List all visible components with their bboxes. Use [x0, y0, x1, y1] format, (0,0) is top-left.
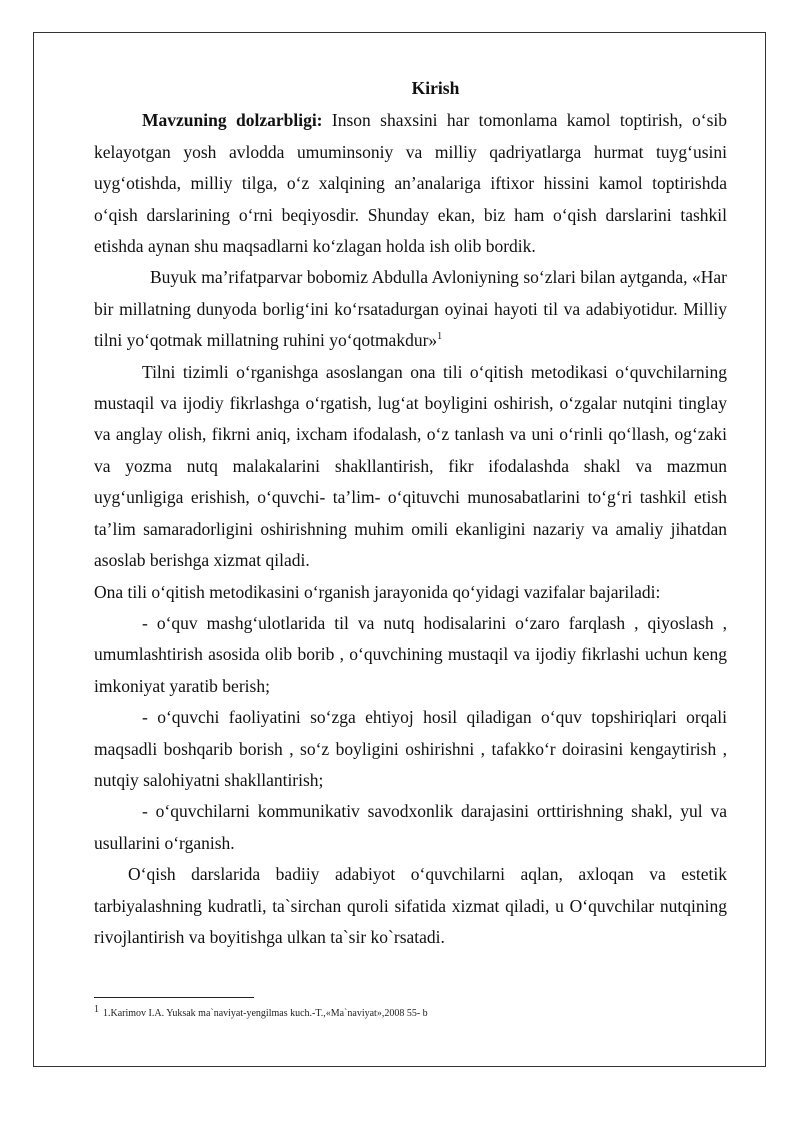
list-item-task-1: - o‘quv mashg‘ulotlarida til va nutq hodisalarini o‘zaro farqlash , qiyoslash , umumlashtirish asosida olib borib , o‘quvchining mustaqil va ijodiy fikrlashi uchun keng imkoniyat yaratib berish; [94, 612, 727, 696]
list-item-task-2: - o‘quvchi faoliyatini so‘zga ehtiyoj hosil qiladigan o‘quv topshiriqlari orqali maqsadli boshqarib borish , so‘z boyligini oshirishni , tafakko‘r doirasini kengaytirish , nutqiy salohiyatni shakllantirish; [94, 707, 727, 790]
footnote-divider [94, 997, 254, 998]
footnote-reference[interactable]: 1 [437, 331, 443, 343]
footnote-text: 1.Karimov I.A. Yuksak ma`naviyat-yengilmas kuch.-T.,«Ma`naviyat»,2008 55- b [103, 1008, 428, 1019]
footnote-number: 1 [94, 1003, 99, 1015]
paragraph-tasks-intro: Ona tili o‘qitish metodikasini o‘rganish jarayonida qo‘yidagi vazifalar bajariladi: [94, 581, 661, 602]
document-body [94, 73, 727, 953]
paragraph-methodology: Tilni tizimli o‘rganishga asoslangan ona tili o‘qitish metodikasi o‘quvchilarning mustaqil va ijodiy fikrlashga o‘rgatish, lug‘at boyligini oshirish, o‘zgalar nutqini tinglay va anglay olish, fikrni aniq, ixcham ifodalash, o‘z tanlash va uni o‘rinli qo‘llash, og‘zaki va yozma nutq malakalarini shakllantirish, fikr ifodalashda shakl va mazmun uyg‘unligiga erishish, o‘quvchi- ta’lim- o‘qituvchi munosabatlarini to‘g‘ri tashkil etish ta’lim samaradorligini oshirishning muhim omili ekanligini nazariy va amaliy jihatdan asoslab berishga xizmat qiladi. [94, 361, 727, 571]
quote-text: Buyuk ma’rifatparvar bobomiz Abdulla Avloniyning so‘zlari bilan aytganda, «Har bir millatning dunyoda borlig‘ini ko‘rsatadurgan oyinai hayoti til va adabiyotidur. Milliy tilni yo‘qotmak millatning ruhini yo‘qotmakdur» [94, 267, 727, 351]
relevance-lead: Mavzuning dolzarbligi: [142, 110, 323, 131]
document-title: Kirish [411, 78, 460, 98]
list-item-task-3: - o‘quvchilarni kommunikativ savodxonlik darajasini orttirishning shakl, yul va usullarini o‘rganish. [94, 801, 727, 853]
relevance-text: Inson shaxsini har tomonlama kamol toptirish, o‘sib kelayotgan yosh avlodda umuminsoniy va milliy qadriyatlarga hurmat tuyg‘usini uyg‘otishda, milliy tilga, o‘z xalqining an’analariga iftixor hissini kamol toptirishda o‘qish darslarining o‘rni beqiyosdir. Shunday ekan, biz ham o‘qish darslarini tashkil etishda aynan shu maqsadlarni ko‘zlagan holda ish olib bordik. [94, 110, 728, 257]
paragraph-avloniy-quote [94, 262, 727, 356]
paragraph-relevance [94, 105, 727, 262]
paragraph-reading-lessons: O‘qish darslarida badiiy adabiyot o‘quvchilarni aqlan, axloqan va estetik tarbiyalashning kudratli, ta`sirchan quroli sifatida xizmat qiladi, u O‘quvchilar nutqining rivojlantirish va boyitishga ulkan ta`sir ko`rsatadi. [94, 864, 727, 947]
footnote [94, 1003, 428, 1021]
